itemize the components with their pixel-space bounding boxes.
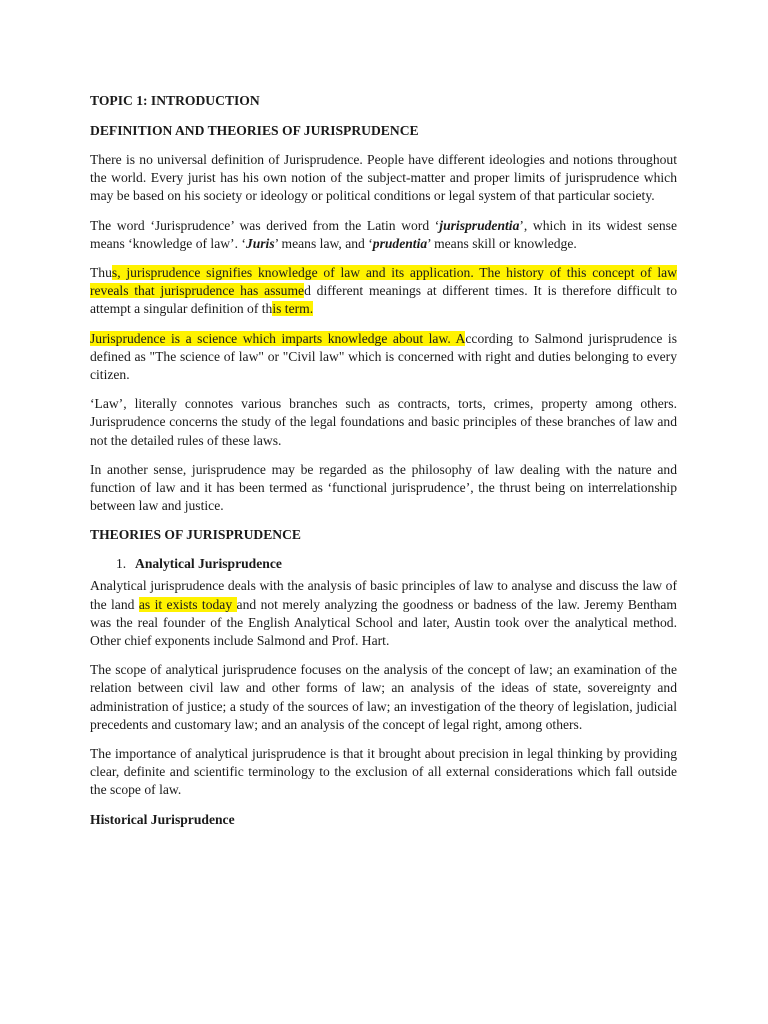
- text-span: Thu: [90, 265, 112, 281]
- paragraph-analytical-importance: The importance of analytical jurisprudence is that it brought about precision in legal thinking by providing clear, definite and scientific terminology to the exclusion of all external considerations which fall outside the scope of law.: [90, 746, 677, 798]
- highlighted-text: is term.: [272, 301, 314, 317]
- latin-term-prudentia: prudentia: [372, 235, 428, 251]
- section-title-theories: THEORIES OF JURISPRUDENCE: [90, 527, 301, 543]
- paragraph-philosophy-of-law: In another sense, jurisprudence may be regarded as the philosophy of law dealing with the nature and function of law and it has been termed as ‘functional jurisprudence’, the thrust being on interrelationship between law and justice.: [90, 461, 677, 514]
- section-title-definition: DEFINITION AND THEORIES OF JURISPRUDENCE: [90, 123, 419, 138]
- latin-term-juris: Juris: [245, 235, 275, 251]
- paragraph-knowledge-of-law: [90, 264, 677, 319]
- text-span: Analytical jurisprudence deals with the analysis of basic principles of law to analyse and discuss the law of the land: [90, 578, 677, 612]
- text-span: The word ‘Jurisprudence’ was derived from the Latin word ‘: [90, 217, 440, 233]
- text-span: ’ means law, and ‘: [274, 235, 373, 251]
- paragraph-word-origin: [90, 217, 677, 253]
- text-span: ’ means skill or knowledge.: [427, 235, 577, 251]
- list-number: 1.: [116, 556, 127, 572]
- paragraph-universal-definition: There is no universal definition of Jurisprudence. People have different ideologies and notions throughout the world. Every jurist has his own notion of the subject-matter and proper limits of jurisprudence which may be based on his society or ideology or political conditions or legal system of that particular society.: [90, 152, 677, 204]
- latin-term-jurisprudentia: jurisprudentia: [439, 217, 520, 233]
- text-span: and not merely analyzing the goodness or badness of the law. Jeremy Bentham was the real founder of the English Analytical School and later, Austin took over the analytical method. Other chief exponents include Salmond and Prof. Hart.: [90, 596, 678, 649]
- text-span: d different meanings at different times. It is therefore difficult to attempt a singular definition of th: [90, 283, 677, 317]
- paragraph-law-branches: ‘Law’, literally connotes various branches such as contracts, torts, crimes, property among others. Jurisprudence concerns the study of the legal foundations and basic principles of these branches of law and not the detailed rules of these laws.: [90, 396, 677, 448]
- highlighted-text: as it exists today: [138, 596, 237, 612]
- list-item-analytical: [90, 555, 677, 573]
- section-title-historical: Historical Jurisprudence: [90, 811, 235, 827]
- paragraph-analytical-scope: The scope of analytical jurisprudence focuses on the analysis of the concept of law; an examination of the relation between civil law and other forms of law; an analysis of the ideas of state, sovereignty and administration of justice; a study of the sources of law; an investigation of the theory of legislation, judicial precedents and customary law; and an analysis of the concept of legal right, among others.: [90, 662, 677, 732]
- paragraph-analytical-definition: [90, 577, 677, 650]
- list-item-title: Analytical Jurisprudence: [135, 556, 282, 572]
- highlighted-text: s, jurisprudence signifies knowledge of law and its application. The history of this concept of law reveals that jurisprudence has assume: [90, 265, 677, 299]
- highlighted-text: Jurisprudence is a science which imparts knowledge about law. A: [90, 330, 466, 346]
- paragraph-science-of-law: [90, 330, 677, 385]
- text-span: ’, which in its widest sense means ‘knowledge of law’. ‘: [90, 217, 677, 251]
- topic-title: TOPIC 1: INTRODUCTION: [90, 93, 260, 108]
- text-span: ccording to Salmond jurisprudence is defined as "The science of law" or "Civil law" which is concerned with right and duties belonging to every citizen.: [90, 330, 677, 383]
